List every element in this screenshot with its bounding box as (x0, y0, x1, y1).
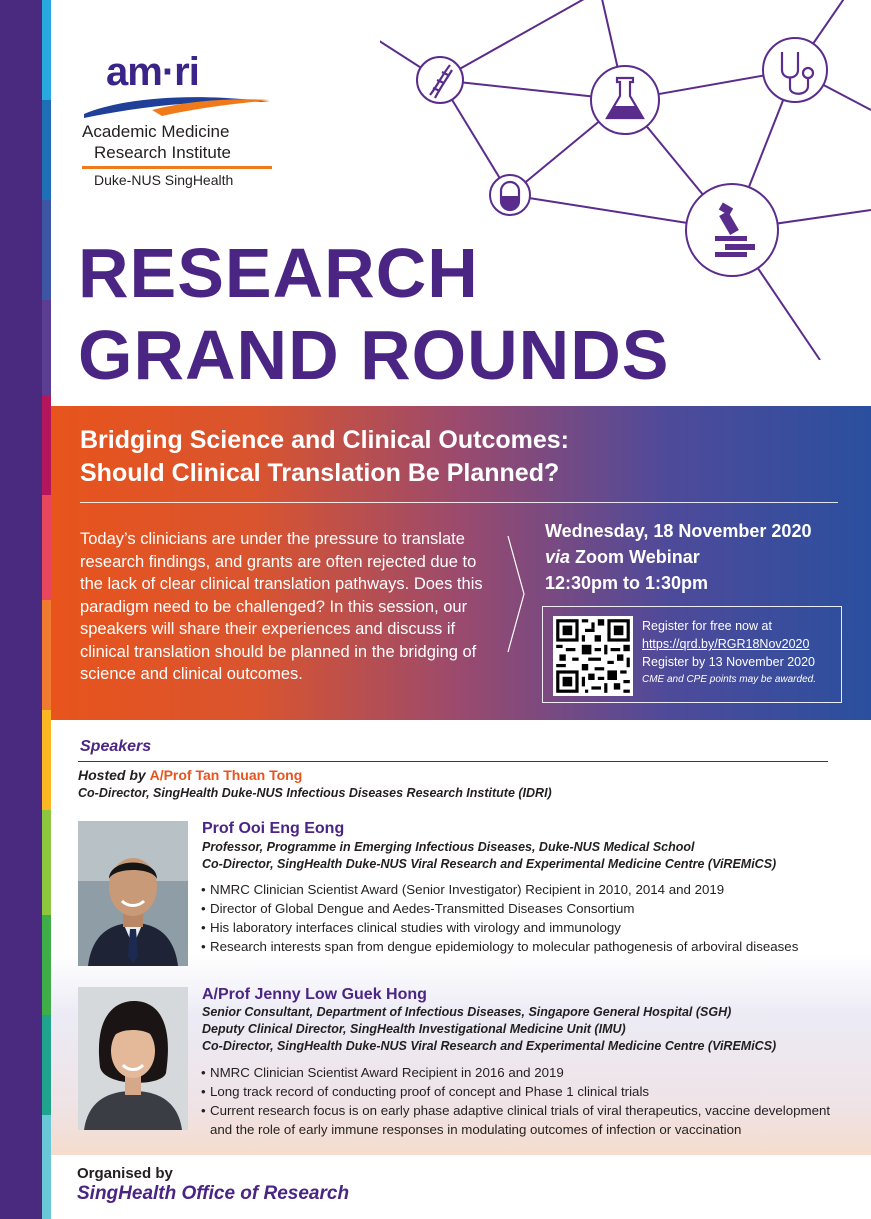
speakers-divider (78, 761, 828, 762)
page-title (78, 232, 669, 396)
host-line (78, 767, 302, 783)
event-details (545, 518, 811, 596)
speaker-2-role-1: Senior Consultant, Department of Infectious Diseases, Singapore General Hospital (SGH) (202, 1005, 732, 1019)
list-item: and the role of early immune responses in modulating outcomes of infection or vaccination (210, 1122, 742, 1137)
left-purple-bar (0, 0, 42, 1219)
intro-paragraph: Today’s clinicians are under the pressure to translate research findings, and grants are often rejected due to the lack of clear clinical translation pathways. Does this paradigm need to be challenged? In this session, our speakers will share their experiences and discuss if clinical translation should be planned in the bridging of science and clinical outcomes. (80, 530, 483, 683)
list-item: • NMRC Clinician Scientist Award Recipient in 2016 and 2019 (201, 1063, 830, 1082)
speakers-heading: Speakers (80, 738, 152, 755)
event-platform-line (545, 544, 811, 570)
event-time: 12:30pm to 1:30pm (545, 573, 709, 593)
speaker-photo (78, 821, 188, 966)
speaker-1-role-1: Professor, Programme in Emerging Infectious Diseases, Duke-NUS Medical School (202, 840, 695, 854)
speaker-2-role-3: Co-Director, SingHealth Duke-NUS Viral Research and Experimental Medicine Centre (ViREMiCS) (202, 1039, 777, 1053)
speaker-1-name: Prof Ooi Eng Eong (202, 820, 345, 837)
event-via: via (545, 547, 571, 567)
host-role: Co-Director, SingHealth Duke-NUS Infectious Diseases Research Institute (IDRI) (78, 786, 552, 800)
organised-label: Organised by (77, 1165, 173, 1182)
subtitle-line1: Bridging Science and Clinical Outcomes: (80, 426, 569, 454)
band-divider (80, 502, 838, 503)
registration-line1: Register for free now at (642, 619, 772, 633)
rainbow-strip (42, 0, 51, 1219)
subtitle (80, 424, 569, 490)
event-date: Wednesday, 18 November 2020 (545, 521, 812, 541)
qr-code[interactable] (553, 616, 633, 696)
list-item: • Director of Global Dengue and Aedes-Transmitted Diseases Consortium (201, 899, 798, 918)
logo-swoosh (82, 88, 272, 118)
speaker-1-bullets (201, 880, 798, 956)
event-platform: Zoom Webinar (575, 547, 700, 567)
topic-band (51, 406, 871, 720)
amri-logo (78, 48, 278, 193)
organiser-name: SingHealth Office of Research (77, 1183, 350, 1204)
speaker-2-role-2: Deputy Clinical Director, SingHealth Investigational Medicine Unit (IMU) (202, 1022, 626, 1036)
logo-line2: Research Institute (94, 143, 232, 162)
registration-deadline: Register by 13 November 2020 (642, 655, 816, 669)
list-item: • Long track record of conducting proof of concept and Phase 1 clinical trials (201, 1082, 830, 1101)
host-name: A/Prof Tan Thuan Tong (149, 767, 303, 783)
chevron-right-icon (506, 534, 526, 654)
speaker-1-role-2: Co-Director, SingHealth Duke-NUS Viral Research and Experimental Medicine Centre (ViREMiCS) (202, 857, 777, 871)
registration-link[interactable]: https://qrd.by/RGR18Nov2020 (642, 637, 810, 651)
list-item: • Current research focus is on early phase adaptive clinical trials of viral therapeutics, vaccine development (201, 1101, 830, 1120)
host-prefix: Hosted by (78, 767, 146, 783)
list-item: • NMRC Clinician Scientist Award (Senior Investigator) Recipient in 2010, 2014 and 2019 (201, 880, 798, 899)
logo-wordmark: am·ri (106, 50, 199, 94)
registration-text (642, 617, 816, 689)
speaker-2-name: A/Prof Jenny Low Guek Hong (202, 986, 427, 1003)
title-line1: RESEARCH (78, 234, 479, 312)
subtitle-line2: Should Clinical Translation Be Planned? (80, 459, 560, 487)
logo-line3: Duke-NUS SingHealth (94, 172, 234, 188)
speaker-2-bullets (201, 1063, 830, 1139)
list-item: • His laboratory interfaces clinical studies with virology and immunology (201, 918, 798, 937)
logo-rule (82, 166, 272, 169)
title-line2: GRAND ROUNDS (78, 316, 670, 394)
list-item: • Research interests span from dengue epidemiology to molecular pathogenesis of arboviral diseases (201, 937, 798, 956)
logo-line1: Academic Medicine (82, 122, 230, 141)
speaker-photo (78, 987, 188, 1130)
registration-note: CME and CPE points may be awarded. (642, 674, 816, 685)
registration-box (542, 606, 842, 703)
